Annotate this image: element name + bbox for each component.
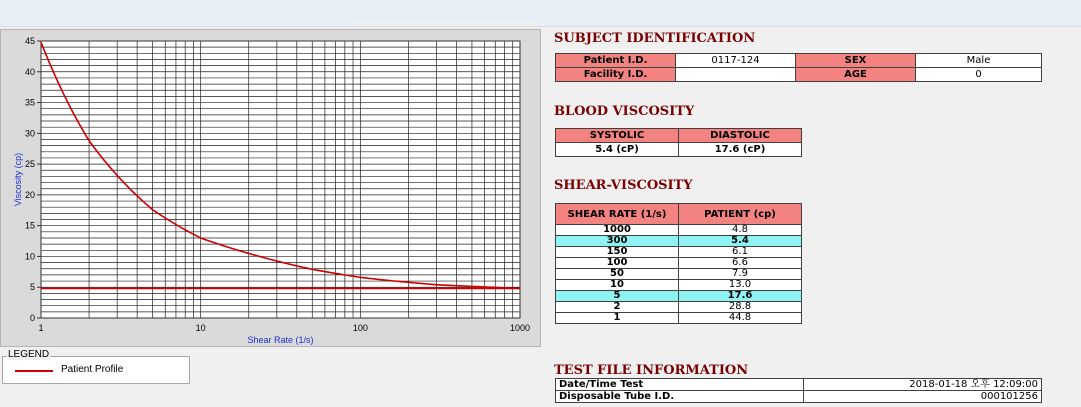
shear-rate-cell: 10	[556, 280, 679, 291]
patient-id-label: Patient I.D.	[556, 54, 676, 68]
legend-item-patient-profile: Patient Profile	[61, 364, 124, 375]
x-tick-label: 1000	[509, 323, 531, 333]
test-file-table	[555, 378, 1042, 403]
tube-id-label: Disposable Tube I.D.	[556, 391, 804, 403]
diastolic-label: DIASTOLIC	[679, 129, 802, 143]
facility-id-label: Facility I.D.	[556, 68, 676, 82]
tube-id-value: 000101256	[804, 391, 1042, 403]
x-tick-label: 100	[352, 323, 368, 333]
patient-cp-cell: 28.8	[679, 302, 802, 313]
date-time-label: Date/Time Test	[556, 379, 804, 391]
table-row	[556, 225, 802, 236]
patient-cp-cell: 6.1	[679, 247, 802, 258]
x-axis-label: Shear Rate (1/s)	[247, 335, 314, 345]
y-tick-label: 30	[24, 128, 35, 139]
table-row	[556, 291, 802, 302]
toolbar-gap	[352, 22, 538, 26]
patient-cp-cell: 17.6	[679, 291, 802, 302]
shear-viscosity-table	[555, 203, 802, 324]
y-tick-label: 5	[29, 282, 35, 293]
shear-rate-header: SHEAR RATE (1/s)	[556, 204, 679, 225]
y-tick-label: 20	[24, 189, 35, 200]
systolic-label: SYSTOLIC	[556, 129, 679, 143]
plot-area	[41, 41, 520, 318]
legend-box	[2, 349, 190, 384]
age-value: 0	[916, 68, 1042, 82]
y-tick-label: 45	[24, 36, 35, 46]
subject-table	[555, 53, 1042, 82]
table-row	[556, 247, 802, 258]
systolic-value: 5.4 (cP)	[556, 143, 679, 157]
patient-cp-cell: 4.8	[679, 225, 802, 236]
facility-id-value	[676, 68, 796, 82]
patient-cp-cell: 6.6	[679, 258, 802, 269]
blood-viscosity-heading: BLOOD VISCOSITY	[554, 104, 695, 119]
shear-rate-cell: 150	[556, 247, 679, 258]
y-axis-label: Viscosity (cp)	[13, 152, 23, 207]
test-file-heading: TEST FILE INFORMATION	[554, 363, 749, 378]
table-row	[556, 280, 802, 291]
table-row	[556, 269, 802, 280]
shear-rate-cell: 1	[556, 313, 679, 324]
diastolic-value: 17.6 (cP)	[679, 143, 802, 157]
shear-rate-cell: 100	[556, 258, 679, 269]
x-tick-label: 10	[195, 323, 206, 333]
viscosity-chart	[1, 30, 542, 348]
shear-rate-cell: 5	[556, 291, 679, 302]
blood-viscosity-table	[555, 128, 802, 157]
patient-cp-cell: 13.0	[679, 280, 802, 291]
legend-title: LEGEND	[8, 349, 50, 360]
y-tick-label: 0	[29, 313, 35, 323]
viscosity-chart-panel	[0, 29, 541, 347]
shear-rate-cell: 1000	[556, 225, 679, 236]
patient-cp-header: PATIENT (cp)	[679, 204, 802, 225]
shear-viscosity-heading: SHEAR-VISCOSITY	[554, 178, 693, 193]
patient-cp-cell: 44.8	[679, 313, 802, 324]
patient-cp-cell: 5.4	[679, 236, 802, 247]
sex-label: SEX	[796, 54, 916, 68]
table-row	[556, 302, 802, 313]
patient-cp-cell: 7.9	[679, 269, 802, 280]
table-row	[556, 258, 802, 269]
x-tick-label: 1	[38, 323, 44, 333]
shear-rate-cell: 50	[556, 269, 679, 280]
y-tick-label: 40	[24, 66, 35, 77]
shear-rate-cell: 300	[556, 236, 679, 247]
subject-heading: SUBJECT IDENTIFICATION	[554, 31, 756, 46]
age-label: AGE	[796, 68, 916, 82]
top-toolbar	[0, 0, 1081, 27]
legend-line-swatch	[15, 370, 53, 372]
y-tick-label: 10	[24, 251, 35, 262]
y-tick-label: 35	[24, 97, 35, 108]
sex-value: Male	[916, 54, 1042, 68]
date-time-value: 2018-01-18 오후 12:09:00	[804, 379, 1042, 391]
shear-rate-cell: 2	[556, 302, 679, 313]
patient-id-value: 0117-124	[676, 54, 796, 68]
table-row	[556, 313, 802, 324]
table-row	[556, 236, 802, 247]
y-tick-label: 25	[24, 159, 35, 170]
y-tick-label: 15	[24, 220, 35, 231]
